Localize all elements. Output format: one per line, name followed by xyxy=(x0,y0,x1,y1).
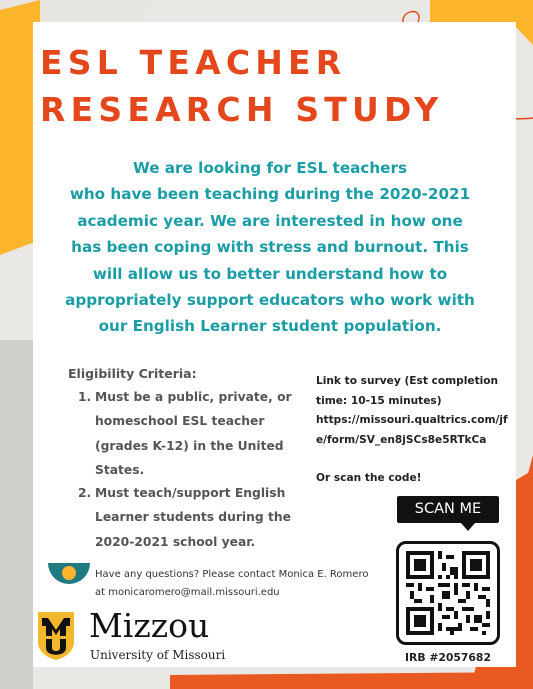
title-line-2: RESEARCH STUDY xyxy=(40,90,444,129)
intro-paragraph xyxy=(50,155,490,340)
intro-line: academic year. We are interested in how one xyxy=(77,211,463,230)
eligibility-heading: Eligibility Criteria: xyxy=(68,366,197,381)
scan-me-label: SCAN ME xyxy=(397,496,499,523)
criteria-line: (grades K-12) in the United xyxy=(95,438,284,453)
survey-link[interactable]: e/form/SV_en8jSCs8e5RTkCa xyxy=(316,433,487,446)
criteria-line: Must teach/support English xyxy=(95,486,286,500)
criteria-line: States. xyxy=(95,462,145,477)
survey-info xyxy=(316,372,516,489)
criteria-line: Learner students during the xyxy=(95,510,291,525)
criteria-item-1 xyxy=(78,385,293,482)
criteria-number: 1. xyxy=(78,390,92,404)
intro-line: will allow us to better understand how to xyxy=(92,264,448,283)
intro-line: appropriately support educators who work with xyxy=(65,291,475,310)
university-name: Mizzou xyxy=(89,606,210,645)
qr-code-frame xyxy=(396,541,500,645)
criteria-item-2 xyxy=(78,481,293,554)
university-subtitle: University of Missouri xyxy=(90,648,226,662)
qr-code[interactable] xyxy=(406,551,490,635)
criteria-number: 2. xyxy=(78,486,92,500)
intro-line: has been coping with stress and burnout. This xyxy=(71,238,469,257)
contact-line: Have any questions? Please contact Monica E. Romero xyxy=(95,569,369,580)
scan-prompt: Or scan the code! xyxy=(316,472,422,484)
intro-line: who have been teaching during the 2020-2021 xyxy=(69,185,471,204)
survey-text: time: 10-15 minutes) xyxy=(316,394,442,407)
irb-number: IRB #2057682 xyxy=(405,651,491,664)
title-line-1: ESL TEACHER xyxy=(40,43,347,82)
contact-info xyxy=(95,566,385,602)
intro-line: our English Learner student population. xyxy=(98,317,442,336)
criteria-line: 2020-2021 school year. xyxy=(95,534,256,549)
intro-line: We are looking for ESL teachers xyxy=(132,159,408,177)
teal-semicircle-logo-icon xyxy=(48,561,90,597)
mizzou-tiger-shield-icon xyxy=(38,612,74,660)
criteria-line: homeschool ESL teacher xyxy=(95,414,265,429)
contact-email[interactable]: at monicaromero@mail.missouri.edu xyxy=(95,587,280,598)
survey-text: Link to survey (Est completion xyxy=(316,375,499,387)
survey-link[interactable]: https://missouri.qualtrics.com/jf xyxy=(316,414,508,426)
criteria-line: Must be a public, private, or xyxy=(95,390,292,404)
